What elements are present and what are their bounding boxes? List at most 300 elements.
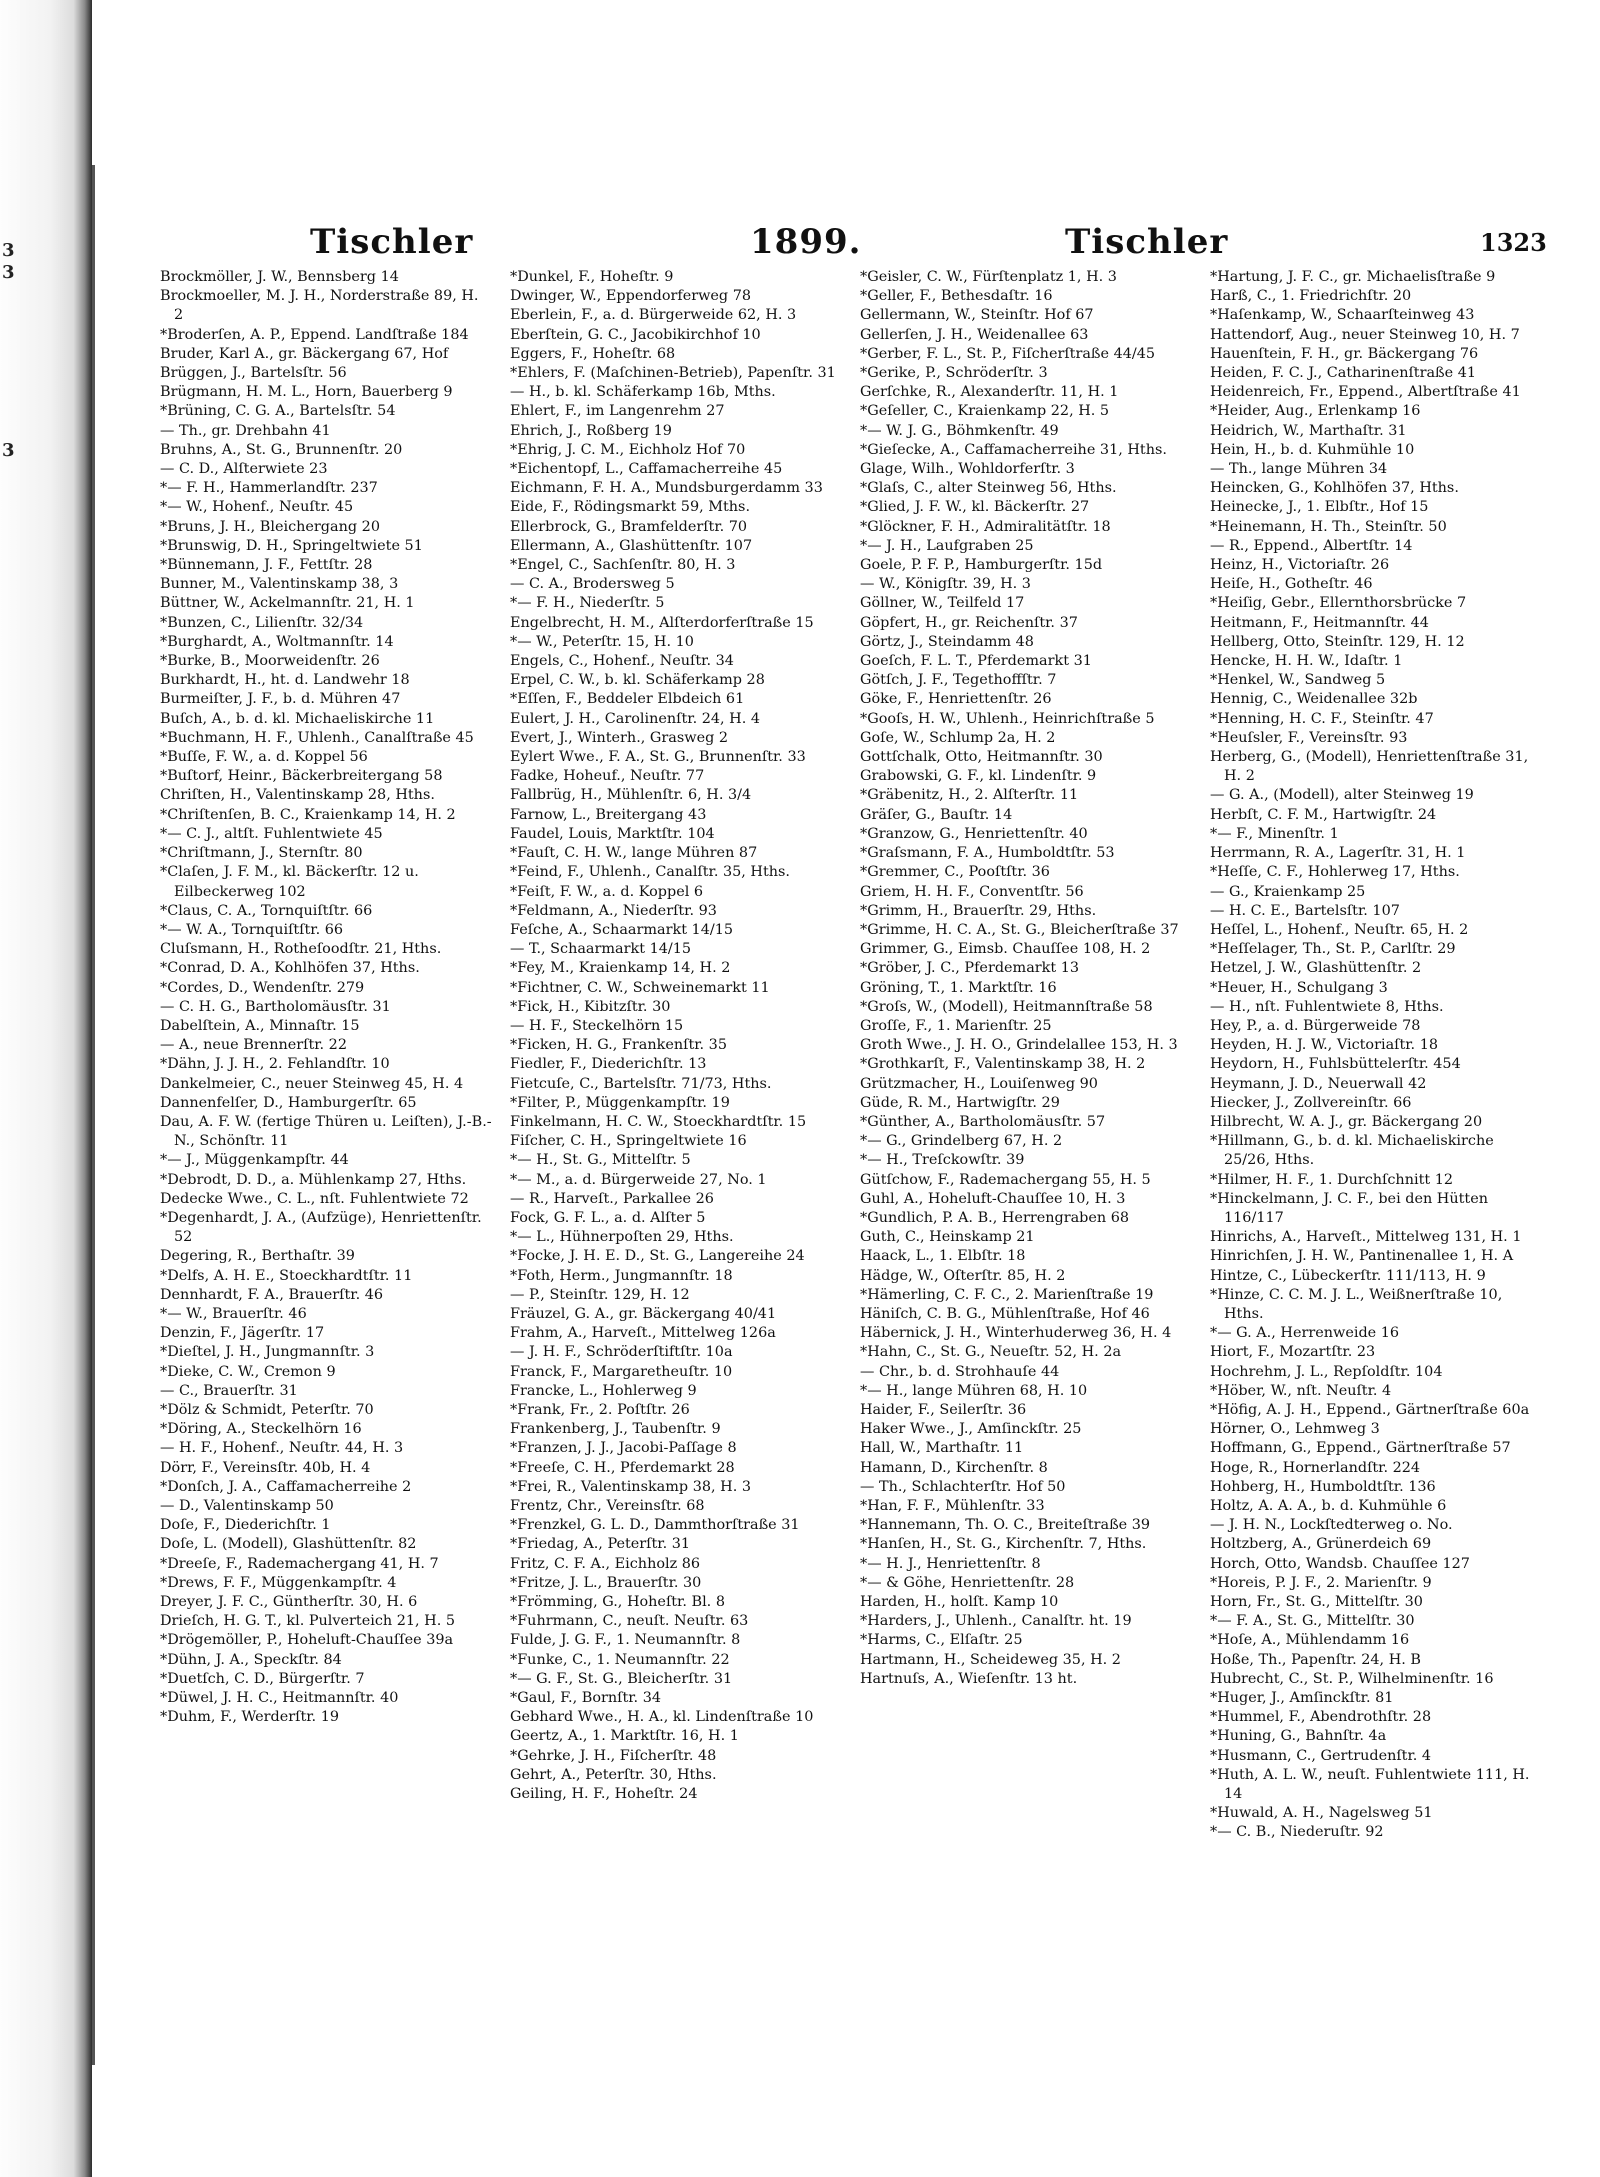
directory-entry: Haack, L., 1. Elbſtr. 18 <box>860 1248 1026 1265</box>
directory-entry: — H. C. E., Bartelsſtr. 107 <box>1210 902 1400 919</box>
directory-entry: Gellerſen, J. H., Weidenallee 63 <box>860 326 1089 343</box>
directory-entry: Burmeiſter, J. F., b. d. Mühren 47 <box>160 691 401 708</box>
directory-entry: *Hilmer, H. F., 1. Durchſchnitt 12 <box>1210 1171 1454 1188</box>
directory-entry: *Ehlers, F. (Maſchinen-Betrieb), Papenſtr. 31 <box>510 365 836 382</box>
directory-entry: *Henkel, W., Sandweg 5 <box>1210 672 1386 689</box>
directory-entry: Degering, R., Berthaſtr. 39 <box>160 1248 355 1265</box>
directory-entry: *Fritze, J. L., Brauerſtr. 30 <box>510 1574 702 1591</box>
directory-entry: Frahm, A., Harveſt., Mittelweg 126a <box>510 1325 776 1342</box>
directory-entry: *Döring, A., Steckelhörn 16 <box>160 1421 362 1438</box>
directory-entry: *Bünnemann, J. F., Fettſtr. 28 <box>160 557 373 574</box>
directory-entry: Faudel, Louis, Marktſtr. 104 <box>510 825 715 842</box>
directory-entry: Ehlert, F., im Langenrehm 27 <box>510 403 725 420</box>
directory-entry: Fadke, Hoheuf., Neuſtr. 77 <box>510 768 705 785</box>
directory-entry: *— & Göhe, Henriettenſtr. 28 <box>860 1574 1075 1591</box>
directory-entry: Eggers, F., Hoheſtr. 68 <box>510 345 676 362</box>
directory-entry: Hennig, C., Weidenallee 32b <box>1210 691 1418 708</box>
directory-entry: Ellermann, A., Glashüttenſtr. 107 <box>510 537 753 554</box>
directory-entry: *Dähn, J. J. H., 2. Fehlandſtr. 10 <box>160 1056 390 1073</box>
directory-entry: — Chr., b. d. Strohhauſe 44 <box>860 1363 1060 1380</box>
directory-entry: *Gerber, F. L., St. P., Fiſcherſtraße 44/45 <box>860 345 1156 362</box>
directory-entry: Göke, F., Henriettenſtr. 26 <box>860 691 1052 708</box>
directory-entry: Goeſch, F. L. T., Pferdemarkt 31 <box>860 653 1092 670</box>
directory-entry: Erpel, C. W., b. kl. Schäferkamp 28 <box>510 672 765 689</box>
directory-entry: *Feiſt, F. W., a. d. Koppel 6 <box>510 883 704 900</box>
directory-entry: Brügmann, H. M. L., Horn, Bauerberg 9 <box>160 384 453 401</box>
directory-entry: *— W., Peterſtr. 15, H. 10 <box>510 633 694 650</box>
directory-entry: *— C. J., altſt. Fuhlentwiete 45 <box>160 825 383 842</box>
directory-entry: Franck, F., Margaretheuſtr. 10 <box>510 1363 733 1380</box>
directory-entry: Hilbrecht, W. A. J., gr. Bäckergang 20 <box>1210 1113 1483 1130</box>
directory-entry: — J. H. F., Schröderſtiftſtr. 10a <box>510 1344 733 1361</box>
directory-entry: *Brunswig, D. H., Springeltwiete 51 <box>160 537 423 554</box>
directory-entry: Hauenſtein, F. H., gr. Bäckergang 76 <box>1210 345 1479 362</box>
directory-entry: *Conrad, D. A., Kohlhöfen 37, Hths. <box>160 960 420 977</box>
directory-entry: *— F. H., Niederſtr. 5 <box>510 595 665 612</box>
directory-entry: *Bruns, J. H., Bleichergang 20 <box>160 518 380 535</box>
directory-entry: *Husmann, C., Gertrudenſtr. 4 <box>1210 1747 1432 1764</box>
directory-entry: Hoße, Th., Papenſtr. 24, H. B <box>1210 1651 1421 1668</box>
directory-entry: Hetzel, J. W., Glashüttenſtr. 2 <box>1210 960 1422 977</box>
directory-entry: *— L., Hühnerpoſten 29, Hths. <box>510 1229 734 1246</box>
directory-entry: Doſe, L. (Modell), Glashüttenſtr. 82 <box>160 1536 417 1553</box>
directory-entry: *Hahn, C., St. G., Neueſtr. 52, H. 2a <box>860 1344 1122 1361</box>
directory-entry: Herbſt, C. F. M., Hartwigſtr. 24 <box>1210 806 1437 823</box>
directory-entry: Fräuzel, G. A., gr. Bäckergang 40/41 <box>510 1305 777 1322</box>
directory-entry: Hinrichſen, J. H. W., Pantinenallee 1, H. A <box>1210 1248 1514 1265</box>
directory-entry: *Hoſe, A., Mühlendamm 16 <box>1210 1632 1410 1649</box>
directory-entry: *Heider, Aug., Erlenkamp 16 <box>1210 403 1421 420</box>
directory-column-1 <box>160 268 492 2148</box>
directory-entry: *Feind, F., Uhlenh., Canalſtr. 35, Hths. <box>510 864 790 881</box>
directory-entry: Hall, W., Marthaſtr. 11 <box>860 1440 1024 1457</box>
directory-entry: *Höber, W., nſt. Neuſtr. 4 <box>1210 1382 1392 1399</box>
directory-entry: *Claſen, J. F. M., kl. Bäckerſtr. 12 u. Eilbeckerweg 102 <box>160 864 419 900</box>
directory-entry: — Th., gr. Drehbahn 41 <box>160 422 331 439</box>
directory-entry: — Th., lange Mühren 34 <box>1210 461 1388 478</box>
directory-entry: Geertz, A., 1. Marktſtr. 16, H. 1 <box>510 1728 739 1745</box>
directory-entry: Hamann, D., Kirchenſtr. 8 <box>860 1459 1048 1476</box>
directory-entry: Herrmann, R. A., Lagerſtr. 31, H. 1 <box>1210 845 1466 862</box>
directory-entry: *Buchmann, H. F., Uhlenh., Canalſtraße 45 <box>160 729 474 746</box>
directory-entry: *Dunkel, F., Hoheſtr. 9 <box>510 269 674 285</box>
directory-entry: *Heſſe, C. F., Hohlerweg 17, Hths. <box>1210 864 1460 881</box>
directory-entry: Haider, F., Seilerſtr. 36 <box>860 1401 1027 1418</box>
directory-entry: *— W. J. G., Böhmkenſtr. 49 <box>860 422 1059 439</box>
directory-entry: Bruder, Karl A., gr. Bäckergang 67, Hof <box>160 345 449 362</box>
directory-entry: Gräſer, G., Bauſtr. 14 <box>860 806 1013 823</box>
directory-entry: *Gundlich, P. A. B., Herrengraben 68 <box>860 1209 1130 1226</box>
directory-entry: — H., nſt. Fuhlentwiete 8, Hths. <box>1210 998 1444 1015</box>
page-number: 1323 <box>1480 228 1547 257</box>
directory-entry: Griem, H. H. F., Conventſtr. 56 <box>860 883 1084 900</box>
directory-entry: *Cordes, D., Wendenſtr. 279 <box>160 979 365 996</box>
directory-entry: *— J., Müggenkampſtr. 44 <box>160 1152 349 1169</box>
directory-entry: Farnow, L., Breitergang 43 <box>510 806 707 823</box>
directory-entry: *Huning, G., Bahnſtr. 4a <box>1210 1728 1387 1745</box>
directory-entry: Denzin, F., Jägerſtr. 17 <box>160 1325 325 1342</box>
directory-entry: *Glöckner, F. H., Admiralitätſtr. 18 <box>860 518 1111 535</box>
directory-entry: *Granzow, G., Henriettenſtr. 40 <box>860 825 1088 842</box>
directory-entry: *— H. J., Henriettenſtr. 8 <box>860 1555 1041 1572</box>
directory-entry: *— W. A., Tornquiſtſtr. 66 <box>160 921 344 938</box>
directory-entry: *Delfs, A. H. E., Stoeckhardtſtr. 11 <box>160 1267 413 1284</box>
directory-entry: Görtz, J., Steindamm 48 <box>860 633 1034 650</box>
directory-entry: *Duhm, F., Werderſtr. 19 <box>160 1709 340 1726</box>
directory-entry: — C. H. G., Bartholomäusſtr. 31 <box>160 998 391 1015</box>
directory-entry: Cluſsmann, H., Rotheſoodſtr. 21, Hths. <box>160 941 442 958</box>
directory-entry: *Hannemann, Th. O. C., Breiteſtraße 39 <box>860 1517 1151 1534</box>
directory-entry: Fiedler, F., Diederichſtr. 13 <box>510 1056 707 1073</box>
directory-entry: Heidenreich, Fr., Eppend., Albertſtraße 41 <box>1210 384 1521 401</box>
directory-entry: Göpfert, H., gr. Reichenſtr. 37 <box>860 614 1078 631</box>
directory-entry: Heymann, J. D., Neuerwall 42 <box>1210 1075 1427 1092</box>
directory-entry: Dennhardt, F. A., Brauerſtr. 46 <box>160 1286 384 1303</box>
facing-page-mark: 3 <box>2 240 15 261</box>
directory-entry: — H., b. kl. Schäferkamp 16b, Mths. <box>510 384 776 401</box>
header-left-title: Tischler <box>310 222 474 262</box>
directory-column-3 <box>860 268 1192 2148</box>
directory-entry: *Degenhardt, J. A., (Aufzüge), Henriettenſtr. 52 <box>160 1209 482 1246</box>
directory-entry: *Hillmann, G., b. d. kl. Michaeliskirche 25/26, Hths. <box>1210 1133 1494 1169</box>
directory-entry: *Duetſch, C. D., Bürgerſtr. 7 <box>160 1670 365 1687</box>
directory-entry: Groſſe, F., 1. Marienſtr. 25 <box>860 1017 1052 1034</box>
directory-entry: *Chriſtenſen, B. C., Kraienkamp 14, H. 2 <box>160 806 456 823</box>
directory-entry: *— W., Hohenf., Neuſtr. 45 <box>160 499 354 516</box>
directory-entry: — A., neue Brennerſtr. 22 <box>160 1037 347 1054</box>
facing-page-mark: 3 <box>2 262 15 283</box>
directory-entry: Bruhns, A., St. G., Brunnenſtr. 20 <box>160 441 403 458</box>
directory-entry: — R., Eppend., Albertſtr. 14 <box>1210 537 1413 554</box>
directory-entry: Frankenberg, J., Taubenſtr. 9 <box>510 1421 721 1438</box>
directory-entry: Haker Wwe., J., Amſinckſtr. 25 <box>860 1421 1082 1438</box>
directory-entry: Heinecke, J., 1. Elbſtr., Hof 15 <box>1210 499 1429 516</box>
directory-entry: *— J. H., Laufgraben 25 <box>860 537 1034 554</box>
book-gutter <box>0 0 92 2177</box>
header-year: 1899. <box>750 222 862 262</box>
directory-entry: — J. H. N., Lockſtedterweg o. No. <box>1210 1517 1453 1534</box>
directory-entry: *Gaul, F., Bornſtr. 34 <box>510 1690 662 1707</box>
directory-entry: *Eſſen, F., Beddeler Elbdeich 61 <box>510 691 745 708</box>
directory-entry: — C., Brauerſtr. 31 <box>160 1382 298 1399</box>
directory-entry: *Gerike, P., Schröderſtr. 3 <box>860 365 1048 382</box>
directory-entry: Fietcuſe, C., Bartelsſtr. 71/73, Hths. <box>510 1075 772 1092</box>
directory-entry: *Düwel, J. H. C., Heitmannſtr. 40 <box>160 1690 399 1707</box>
directory-entry: Heincken, G., Kohlhöfen 37, Hths. <box>1210 480 1459 497</box>
directory-entry: *— F. A., St. G., Mittelſtr. 30 <box>1210 1613 1415 1630</box>
directory-entry: Dabelſtein, A., Minnaſtr. 15 <box>160 1017 360 1034</box>
directory-entry: Heiſe, H., Gotheſtr. 46 <box>1210 576 1373 593</box>
directory-entry: Dannenfelſer, D., Hamburgerſtr. 65 <box>160 1094 417 1111</box>
directory-entry: — C. A., Brodersweg 5 <box>510 576 675 593</box>
directory-entry: Hintze, C., Lübeckerſtr. 111/113, H. 9 <box>1210 1267 1486 1284</box>
directory-entry: Eberlein, F., a. d. Bürgerweide 62, H. 3 <box>510 307 797 324</box>
directory-entry: Francke, L., Hohlerweg 9 <box>510 1382 697 1399</box>
directory-entry: Eulert, J. H., Carolinenſtr. 24, H. 4 <box>510 710 761 727</box>
directory-entry: *Hinckelmann, J. C. F., bei den Hütten 116/117 <box>1210 1190 1488 1226</box>
directory-entry: *Heuer, H., Schulgang 3 <box>1210 979 1388 996</box>
directory-entry: *Fauſt, C. H. W., lange Mühren 87 <box>510 845 758 862</box>
directory-entry: — D., Valentinskamp 50 <box>160 1498 334 1514</box>
directory-entry: Hein, H., b. d. Kuhmühle 10 <box>1210 441 1415 458</box>
directory-entry: *Buſſe, F. W., a. d. Koppel 56 <box>160 749 368 766</box>
directory-entry: Hiort, F., Mozartſtr. 23 <box>1210 1344 1376 1361</box>
directory-entry: Brockmöller, J. W., Bennsberg 14 <box>160 269 399 285</box>
directory-entry: Hiecker, J., Zollvereinſtr. 66 <box>1210 1094 1412 1111</box>
directory-entry: Fulde, J. G. F., 1. Neumannſtr. 8 <box>510 1632 741 1649</box>
directory-entry: *Freeſe, C. H., Pferdemarkt 28 <box>510 1459 735 1476</box>
directory-entry: *Burghardt, A., Woltmannſtr. 14 <box>160 633 394 650</box>
directory-entry: Gütſchow, F., Rademachergang 55, H. 5 <box>860 1171 1151 1188</box>
directory-entry: *Harders, J., Uhlenh., Canalſtr. ht. 19 <box>860 1613 1132 1630</box>
directory-entry: Hartmann, H., Scheideweg 35, H. 2 <box>860 1651 1121 1668</box>
directory-entry: *Glied, J. F. W., kl. Bäckerſtr. 27 <box>860 499 1090 516</box>
directory-entry: Groth Wwe., J. H. O., Grindelallee 153, H. 3 <box>860 1037 1178 1054</box>
directory-entry: *Geller, F., Bethesdaſtr. 16 <box>860 288 1053 305</box>
directory-entry: *Gröber, J. C., Pferdemarkt 13 <box>860 960 1080 977</box>
directory-entry: *Huwald, A. H., Nagelsweg 51 <box>1210 1805 1433 1822</box>
directory-entry: Horch, Otto, Wandsb. Chauſſee 127 <box>1210 1555 1470 1572</box>
directory-entry: Chriſten, H., Valentinskamp 28, Hths. <box>160 787 435 804</box>
directory-entry: Drieſch, H. G. T., kl. Pulverteich 21, H. 5 <box>160 1613 456 1630</box>
directory-entry: *Drews, F. F., Müggenkampſtr. 4 <box>160 1574 397 1591</box>
directory-entry: *Funke, C., 1. Neumannſtr. 22 <box>510 1651 730 1668</box>
directory-entry: Fritz, C. F. A., Eichholz 86 <box>510 1555 701 1572</box>
directory-entry: *Harms, C., Elſaſtr. 25 <box>860 1632 1023 1649</box>
directory-entry: Heſſel, L., Hohenf., Neuſtr. 65, H. 2 <box>1210 921 1469 938</box>
directory-entry: Glage, Wilh., Wohldorferſtr. 3 <box>860 461 1075 478</box>
directory-entry: Gellermann, W., Steinſtr. Hof 67 <box>860 307 1094 324</box>
directory-entry: Gehrt, A., Peterſtr. 30, Hths. <box>510 1766 717 1783</box>
directory-entry: *Hanſen, H., St. G., Kirchenſtr. 7, Hths. <box>860 1536 1147 1553</box>
directory-entry: *Gremmer, C., Pooſtſtr. 36 <box>860 864 1050 881</box>
header-right-title: Tischler <box>1065 222 1229 262</box>
directory-entry: Fallbrüg, H., Mühlenſtr. 6, H. 3/4 <box>510 787 752 804</box>
directory-entry: *Burke, B., Moorweidenſtr. 26 <box>160 653 380 670</box>
directory-entry: *Henning, H. C. F., Steinſtr. 47 <box>1210 710 1434 727</box>
directory-entry: Hartnuſs, A., Wieſenſtr. 13 ht. <box>860 1670 1078 1687</box>
directory-entry: Dreyer, J. F. C., Güntherſtr. 30, H. 6 <box>160 1594 418 1611</box>
directory-entry: — P., Steinſtr. 129, H. 12 <box>510 1286 690 1303</box>
directory-entry: *Filter, P., Müggenkampſtr. 19 <box>510 1094 730 1111</box>
directory-entry: Burkhardt, H., ht. d. Landwehr 18 <box>160 672 410 689</box>
directory-entry: Güde, R. M., Hartwigſtr. 29 <box>860 1094 1060 1111</box>
directory-entry: *Gräbenitz, H., 2. Alſterſtr. 11 <box>860 787 1079 804</box>
directory-entry: *Horeis, P. J. F., 2. Marienſtr. 9 <box>1210 1574 1432 1591</box>
directory-entry: *Graſsmann, F. A., Humboldtſtr. 53 <box>860 845 1115 862</box>
directory-entry: *Glaſs, C., alter Steinweg 56, Hths. <box>860 480 1117 497</box>
directory-entry: *Fick, H., Kibitzſtr. 30 <box>510 998 671 1015</box>
directory-entry: *Brüning, C. G. A., Bartelsſtr. 54 <box>160 403 396 420</box>
directory-entry: *Grimm, H., Brauerſtr. 29, Hths. <box>860 902 1097 919</box>
directory-entry: *Donſch, J. A., Caffamacherreihe 2 <box>160 1478 412 1495</box>
directory-entry: Doſe, F., Diederichſtr. 1 <box>160 1517 331 1534</box>
directory-entry: *Dreeſe, F., Rademachergang 41, H. 7 <box>160 1555 439 1572</box>
directory-entry: Hörner, O., Lehmweg 3 <box>1210 1421 1380 1438</box>
directory-entry: Büttner, W., Ackelmannſtr. 21, H. 1 <box>160 595 415 612</box>
directory-entry: *Han, F. F., Mühlenſtr. 33 <box>860 1498 1045 1514</box>
directory-entry: — T., Schaarmarkt 14/15 <box>510 941 692 958</box>
directory-entry: *Groſs, W., (Modell), Heitmannſtraße 58 <box>860 998 1153 1015</box>
directory-entry: Hellberg, Otto, Steinſtr. 129, H. 12 <box>1210 633 1465 650</box>
directory-entry: Goele, P. F. P., Hamburgerſtr. 15d <box>860 557 1103 574</box>
facing-page-mark: 3 <box>2 440 15 461</box>
directory-entry: *Heſſelager, Th., St. P., Carlſtr. 29 <box>1210 941 1456 958</box>
directory-entry: *Dieke, C. W., Cremon 9 <box>160 1363 336 1380</box>
directory-entry: Häbernick, J. H., Winterhuderweg 36, H. 4 <box>860 1325 1172 1342</box>
directory-entry: *Broderſen, A. P., Eppend. Landſtraße 184 <box>160 326 469 343</box>
directory-entry: *Bunzen, C., Lilienſtr. 32/34 <box>160 614 364 631</box>
directory-entry: Holtz, A. A. A., b. d. Kuhmühle 6 <box>1210 1498 1447 1514</box>
directory-entry: Eberſtein, G. C., Jacobikirchhof 10 <box>510 326 761 343</box>
directory-entry: Holtzberg, A., Grünerdeich 69 <box>1210 1536 1432 1553</box>
page-edge-line <box>92 165 95 2065</box>
directory-entry: Feſche, A., Schaarmarkt 14/15 <box>510 921 734 938</box>
directory-entry: Fiſcher, C. H., Springeltwiete 16 <box>510 1133 747 1150</box>
directory-entry: *Höfig, A. J. H., Eppend., Gärtnerſtraße 60a <box>1210 1401 1530 1418</box>
directory-entry: Bunner, M., Valentinskamp 38, 3 <box>160 576 399 593</box>
directory-entry: Dankelmeier, C., neuer Steinweg 45, H. 4 <box>160 1075 464 1092</box>
directory-entry: Heiden, F. C. J., Catharinenſtraße 41 <box>1210 365 1477 382</box>
directory-entry: *Frenzkel, G. L. D., Dammthorſtraße 31 <box>510 1517 800 1534</box>
directory-entry: Hencke, H. H. W., Idaſtr. 1 <box>1210 653 1403 670</box>
directory-entry: Harß, C., 1. Friedrichſtr. 20 <box>1210 288 1412 305</box>
directory-entry: *— F., Minenſtr. 1 <box>1210 825 1339 842</box>
directory-entry: *Geisler, C. W., Fürſtenplatz 1, H. 3 <box>860 269 1117 285</box>
directory-entry: Dörr, F., Vereinsſtr. 40b, H. 4 <box>160 1459 371 1476</box>
directory-entry: *Dölz & Schmidt, Peterſtr. 70 <box>160 1401 374 1418</box>
directory-entry: *— G. A., Herrenweide 16 <box>1210 1325 1400 1342</box>
directory-entry: *Fuhrmann, C., neuſt. Neuſtr. 63 <box>510 1613 749 1630</box>
directory-columns <box>160 268 1550 2148</box>
directory-entry: — Th., Schlachterſtr. Hof 50 <box>860 1478 1066 1495</box>
directory-entry: Buſch, A., b. d. kl. Michaeliskirche 11 <box>160 710 435 727</box>
directory-entry: *Gooſs, H. W., Uhlenh., Heinrichſtraße 5 <box>860 710 1155 727</box>
directory-entry: Geiling, H. F., Hoheſtr. 24 <box>510 1786 698 1803</box>
directory-entry: *Friedag, A., Peterſtr. 31 <box>510 1536 691 1553</box>
directory-entry: *— C. B., Niederuſtr. 92 <box>1210 1824 1384 1841</box>
directory-entry: — G. A., (Modell), alter Steinweg 19 <box>1210 787 1474 804</box>
directory-entry: *Eichentopf, L., Caffamacherreihe 45 <box>510 461 783 478</box>
directory-entry: Brüggen, J., Bartelsſtr. 56 <box>160 365 347 382</box>
directory-entry: Eichmann, F. H. A., Mundsburgerdamm 33 <box>510 480 823 497</box>
directory-entry: Herberg, G., (Modell), Henriettenſtraße 31, H. 2 <box>1210 749 1529 785</box>
directory-entry: Guhl, A., Hoheluft-Chauſſee 10, H. 3 <box>860 1190 1126 1207</box>
directory-entry: Horn, Fr., St. G., Mittelſtr. 30 <box>1210 1594 1423 1611</box>
directory-entry: Eylert Wwe., F. A., St. G., Brunnenſtr. 33 <box>510 749 806 766</box>
directory-entry: Ehrich, J., Roßberg 19 <box>510 422 672 439</box>
directory-entry: Hubrecht, C., St. P., Wilhelminenſtr. 16 <box>1210 1670 1494 1687</box>
directory-entry: *— F. H., Hammerlandſtr. 237 <box>160 480 378 497</box>
directory-entry: *Hartung, J. F. C., gr. Michaelisſtraße 9 <box>1210 269 1496 285</box>
directory-entry: Hochrehm, J. L., Repſoldſtr. 104 <box>1210 1363 1443 1380</box>
directory-entry: *Gieſecke, A., Caffamacherreihe 31, Hths. <box>860 441 1167 458</box>
directory-entry: Gottſchalk, Otto, Heitmannſtr. 30 <box>860 749 1103 766</box>
directory-entry: *Grothkarſt, F., Valentinskamp 38, H. 2 <box>860 1056 1146 1073</box>
directory-entry: Gerſchke, R., Alexanderſtr. 11, H. 1 <box>860 384 1119 401</box>
directory-entry: *Focke, J. H. E. D., St. G., Langereihe 24 <box>510 1248 805 1265</box>
directory-entry: Dedecke Wwe., C. L., nſt. Fuhlentwiete 72 <box>160 1190 469 1207</box>
directory-entry: Gröning, T., 1. Marktſtr. 16 <box>860 979 1057 996</box>
directory-entry: Grabowski, G. F., kl. Lindenſtr. 9 <box>860 768 1097 785</box>
directory-column-2 <box>510 268 842 2148</box>
directory-entry: *— G., Grindelberg 67, H. 2 <box>860 1133 1063 1150</box>
directory-entry: — H. F., Hohenf., Neuſtr. 44, H. 3 <box>160 1440 404 1457</box>
directory-entry: Heinz, H., Victoriaſtr. 26 <box>1210 557 1390 574</box>
directory-entry: Gebhard Wwe., H. A., kl. Lindenſtraße 10 <box>510 1709 814 1726</box>
directory-entry: *Drögemöller, P., Hoheluft-Chauſſee 39a <box>160 1632 454 1649</box>
directory-entry: Ellerbrock, G., Bramfelderſtr. 70 <box>510 518 748 535</box>
directory-entry: Dau, A. F. W. (fertige Thüren u. Leiſten), J.-B.-N., Schönſtr. 11 <box>160 1113 492 1150</box>
directory-entry: *— M., a. d. Bürgerweide 27, No. 1 <box>510 1171 767 1188</box>
directory-entry: Harden, H., holſt. Kamp 10 <box>860 1594 1059 1611</box>
directory-entry: Heitmann, F., Heitmannſtr. 44 <box>1210 614 1429 631</box>
directory-entry: Hoge, R., Hornerlandſtr. 224 <box>1210 1459 1421 1476</box>
directory-entry: Hey, P., a. d. Bürgerweide 78 <box>1210 1017 1421 1034</box>
directory-entry: Göllner, W., Teilfeld 17 <box>860 595 1025 612</box>
directory-entry: *Gehrke, J. H., Fiſcherſtr. 48 <box>510 1747 717 1764</box>
directory-entry: — W., Königſtr. 39, H. 3 <box>860 576 1031 593</box>
directory-entry: Grützmacher, H., Louiſenweg 90 <box>860 1075 1098 1092</box>
directory-entry: *Heiſig, Gebr., Ellernthorsbrücke 7 <box>1210 595 1467 612</box>
directory-entry: Finkelmann, H. C. W., Stoeckhardtſtr. 15 <box>510 1113 807 1130</box>
directory-entry: *Fey, M., Kraienkamp 14, H. 2 <box>510 960 731 977</box>
directory-entry: *Hämerling, C. F. C., 2. Marienſtraße 19 <box>860 1286 1154 1303</box>
directory-entry: — C. D., Alſterwiete 23 <box>160 461 328 478</box>
directory-entry: *Claus, C. A., Tornquiſtſtr. 66 <box>160 902 373 919</box>
directory-entry: *Dieſtel, J. H., Jungmannſtr. 3 <box>160 1344 375 1361</box>
directory-entry: *Grimme, H. C. A., St. G., Bleicherſtraße 37 <box>860 921 1179 938</box>
directory-entry: *Heinemann, H. Th., Steinſtr. 50 <box>1210 518 1447 535</box>
directory-entry: *Heuſsler, F., Vereinsſtr. 93 <box>1210 729 1408 746</box>
directory-entry: — H. F., Steckelhörn 15 <box>510 1017 684 1034</box>
directory-entry: Goſe, W., Schlump 2a, H. 2 <box>860 729 1056 746</box>
directory-entry: *Engel, C., Sachſenſtr. 80, H. 3 <box>510 557 736 574</box>
directory-entry: Heydorn, H., Fuhlsbüttelerſtr. 454 <box>1210 1056 1461 1073</box>
directory-entry: Hohberg, H., Humboldtſtr. 136 <box>1210 1478 1436 1495</box>
directory-entry: — R., Harveſt., Parkallee 26 <box>510 1190 714 1207</box>
directory-entry: *Debrodt, D. D., a. Mühlenkamp 27, Hths. <box>160 1171 467 1188</box>
directory-entry: *Dühn, J. A., Speckſtr. 84 <box>160 1651 342 1668</box>
directory-entry: *Feldmann, A., Niederſtr. 93 <box>510 902 717 919</box>
directory-entry: *— G. F., St. G., Bleicherſtr. 31 <box>510 1670 733 1687</box>
directory-column-4 <box>1210 268 1542 2148</box>
directory-entry: *Haſenkamp, W., Schaarſteinweg 43 <box>1210 307 1475 324</box>
directory-entry: Häniſch, C. B. G., Mühlenſtraße, Hof 46 <box>860 1305 1150 1322</box>
directory-entry: *— H., lange Mühren 68, H. 10 <box>860 1382 1088 1399</box>
directory-entry: *— W., Brauerſtr. 46 <box>160 1305 307 1322</box>
directory-entry: *Fichtner, C. W., Schweinemarkt 11 <box>510 979 770 996</box>
directory-entry: Götſch, J. F., Tegethoffſtr. 7 <box>860 672 1057 689</box>
directory-entry: *— H., Treſckowſtr. 39 <box>860 1152 1025 1169</box>
directory-entry: Heidrich, W., Marthaſtr. 31 <box>1210 422 1407 439</box>
directory-entry: *Frömming, G., Hoheſtr. Bl. 8 <box>510 1594 725 1611</box>
directory-entry: *Chriſtmann, J., Sternſtr. 80 <box>160 845 363 862</box>
page-header <box>160 222 1550 266</box>
directory-entry: Engels, C., Hohenf., Neuſtr. 34 <box>510 653 734 670</box>
directory-entry: *Frank, Fr., 2. Poſtſtr. 26 <box>510 1401 690 1418</box>
directory-entry: Heyden, H. J. W., Victoriaſtr. 18 <box>1210 1037 1439 1054</box>
directory-entry: *Geſeller, C., Kraienkamp 22, H. 5 <box>860 403 1110 420</box>
directory-entry: *Huth, A. L. W., neuſt. Fuhlentwiete 111, H. 14 <box>1210 1766 1530 1803</box>
directory-entry: Grimmer, G., Eimsb. Chauſſee 108, H. 2 <box>860 941 1151 958</box>
directory-entry: *Foth, Herm., Jungmannſtr. 18 <box>510 1267 733 1284</box>
directory-entry: — G., Kraienkamp 25 <box>1210 883 1366 900</box>
directory-entry: *Ficken, H. G., Frankenſtr. 35 <box>510 1037 727 1054</box>
directory-entry: Evert, J., Winterh., Grasweg 2 <box>510 729 729 746</box>
directory-entry: Dwinger, W., Eppendorferweg 78 <box>510 288 752 305</box>
directory-entry: *Franzen, J. J., Jacobi-Paſſage 8 <box>510 1440 737 1457</box>
